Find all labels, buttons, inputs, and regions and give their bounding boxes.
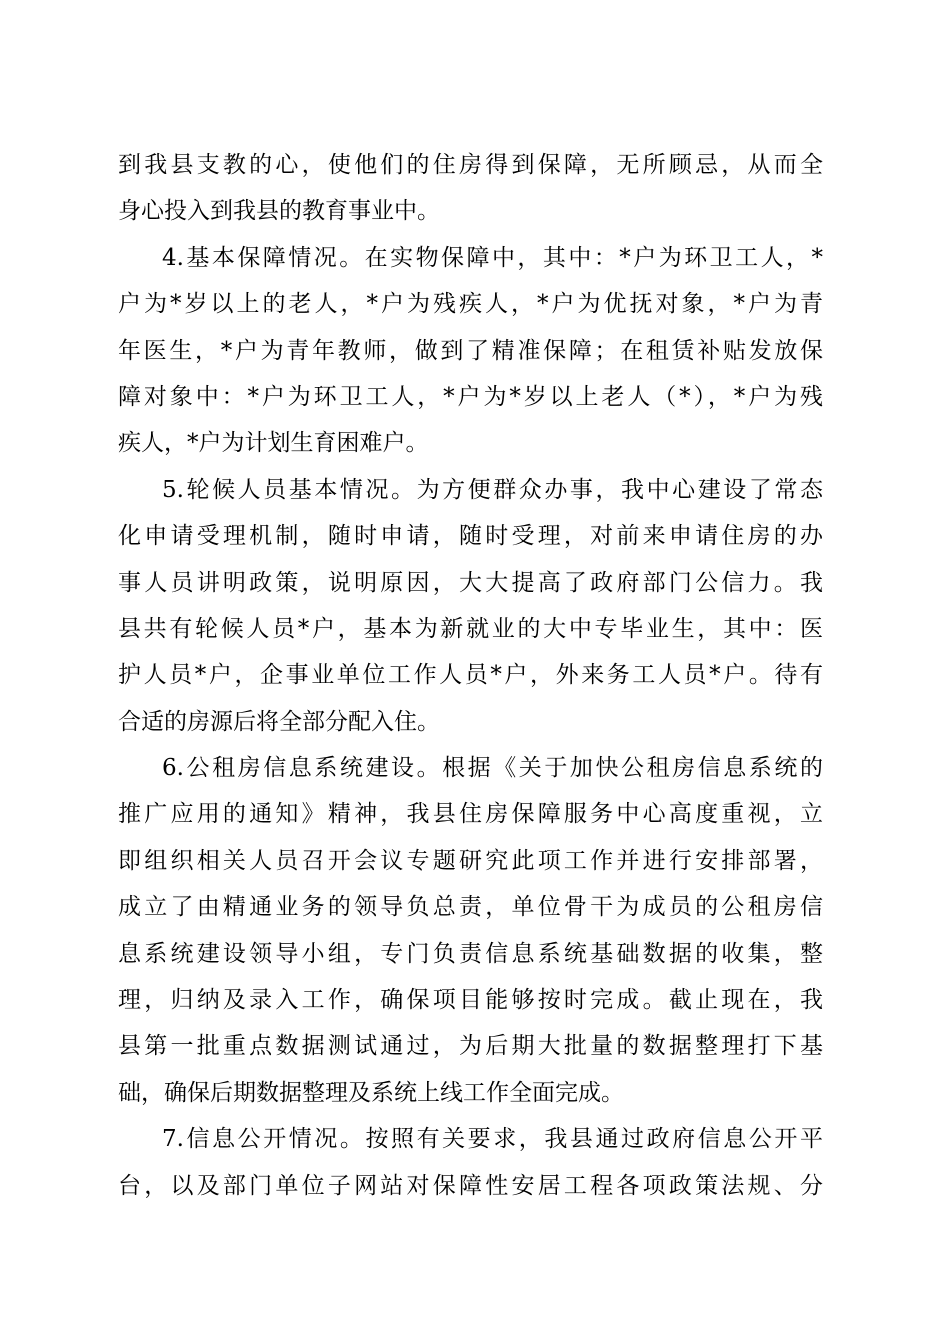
- document-page: [118, 142, 823, 1209]
- paragraph-first-line: 7.信息公开情况。按照有关要求，我县通过政府信息公开平: [162, 1126, 823, 1153]
- text-line: 县第一批重点数据测试通过，为后期大批量的数据整理打下基: [118, 1033, 823, 1060]
- text-line: 即组织相关人员召开会议专题研究此项工作并进行安排部署，: [118, 847, 823, 874]
- text-line: 护人员*户，企事业单位工作人员*户，外来务工人员*户。待有: [118, 662, 823, 689]
- text-line: 础，确保后期数据整理及系统上线工作全面完成。: [118, 1079, 624, 1106]
- text-line: 息系统建设领导小组，专门负责信息系统基础数据的收集，整: [118, 940, 823, 967]
- text-line: 年医生，*户为青年教师，做到了精准保障；在租赁补贴发放保: [118, 337, 823, 364]
- paragraph-first-line: 5.轮候人员基本情况。为方便群众办事，我中心建设了常态: [162, 476, 823, 503]
- text-line: 理，归纳及录入工作，确保项目能够按时完成。截止现在，我: [118, 987, 823, 1014]
- paragraph-first-line: 6.公租房信息系统建设。根据《关于加快公租房信息系统的: [162, 755, 823, 782]
- paragraph-first-line: 4.基本保障情况。在实物保障中，其中：*户为环卫工人，*: [162, 244, 823, 271]
- text-line: 推广应用的通知》精神，我县住房保障服务中心高度重视，立: [118, 801, 823, 828]
- text-line: 身心投入到我县的教育事业中。: [118, 198, 440, 225]
- text-line: 疾人，*户为计划生育困难户。: [118, 430, 429, 457]
- text-line: 障对象中：*户为环卫工人，*户为*岁以上老人（*），*户为残: [118, 383, 823, 410]
- text-line: 县共有轮候人员*户，基本为新就业的大中专毕业生，其中：医: [118, 615, 823, 642]
- text-line: 到我县支教的心，使他们的住房得到保障，无所顾忌，从而全: [118, 152, 823, 178]
- text-line: 台，以及部门单位子网站对保障性安居工程各项政策法规、分: [118, 1172, 823, 1199]
- text-line: 事人员讲明政策，说明原因，大大提高了政府部门公信力。我: [118, 569, 823, 596]
- text-line: 合适的房源后将全部分配入住。: [118, 708, 440, 735]
- text-line: 化申请受理机制，随时申请，随时受理，对前来申请住房的办: [118, 523, 823, 550]
- text-line: 户为*岁以上的老人，*户为残疾人，*户为优抚对象，*户为青: [118, 291, 823, 318]
- text-line: 成立了由精通业务的领导负总责，单位骨干为成员的公租房信: [118, 894, 823, 921]
